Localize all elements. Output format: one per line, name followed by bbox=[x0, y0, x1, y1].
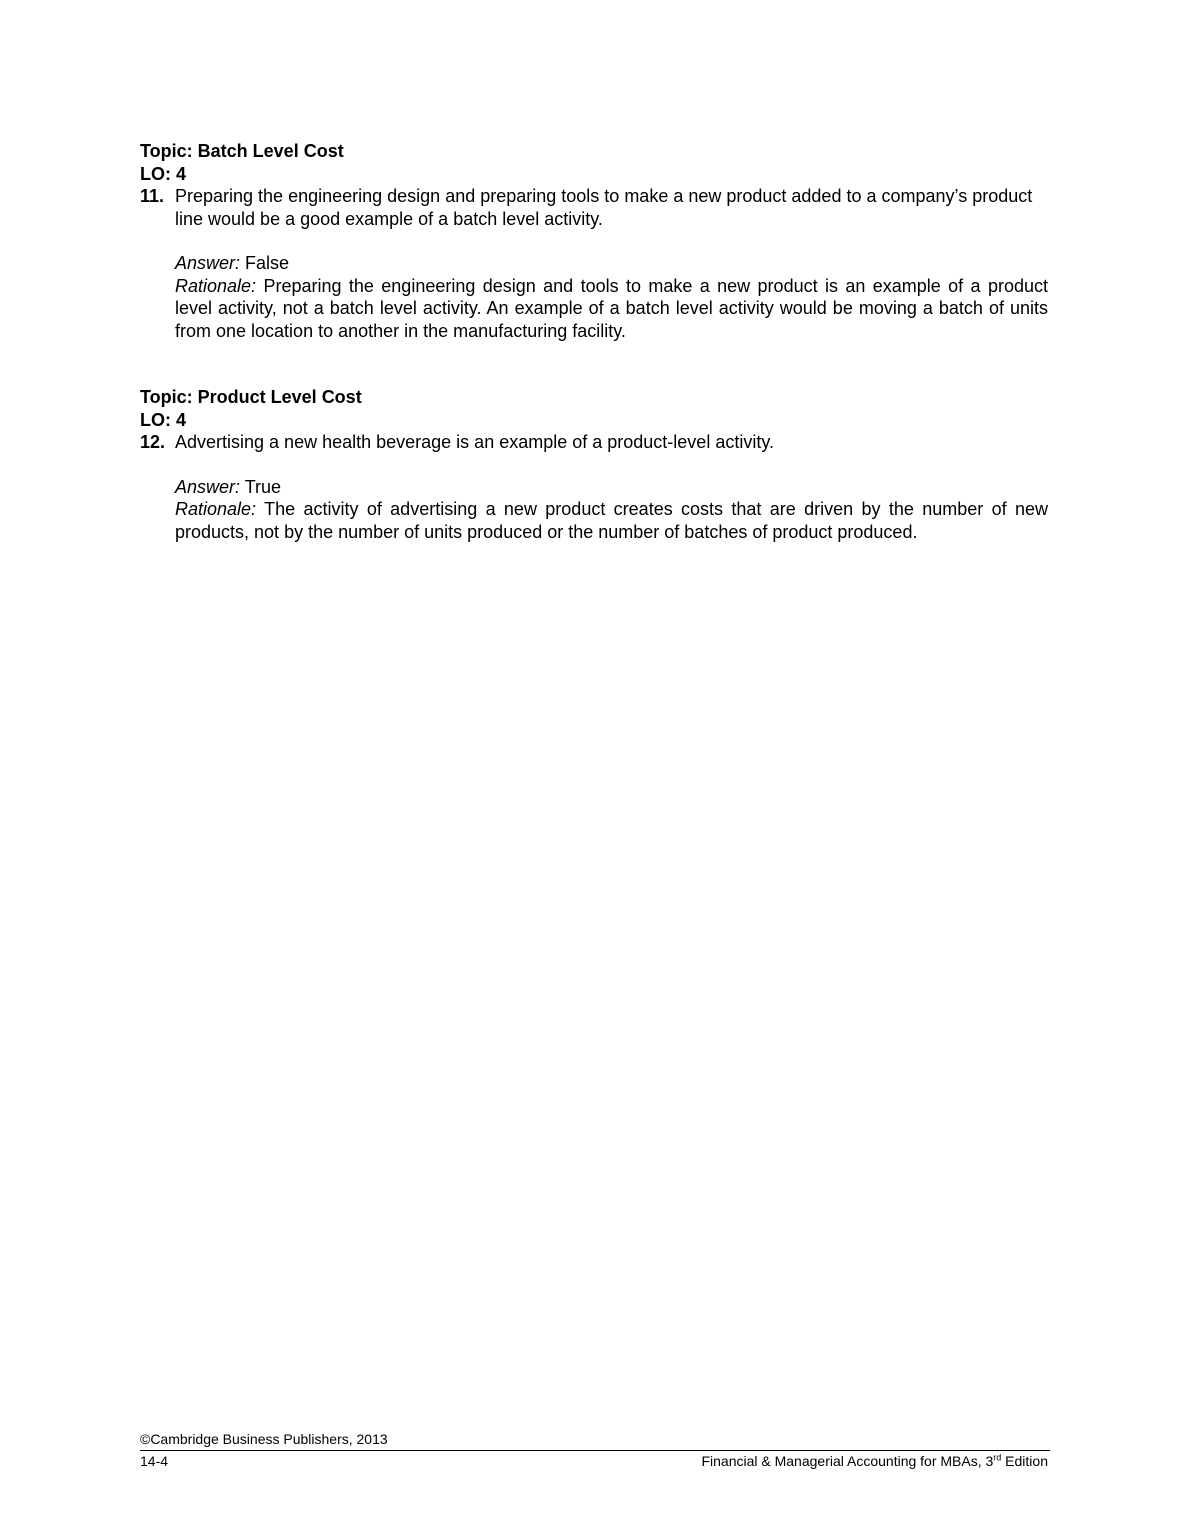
footer-divider bbox=[140, 1450, 1050, 1451]
rationale-label: Rationale: bbox=[175, 275, 257, 296]
learning-objective: LO: 4 bbox=[140, 163, 187, 184]
answer-block bbox=[140, 476, 1048, 544]
answer-block bbox=[140, 252, 1048, 342]
footer-copyright: ©Cambridge Business Publishers, 2013 bbox=[140, 1431, 388, 1447]
answer-line bbox=[175, 476, 1048, 499]
answer-line bbox=[175, 252, 1048, 275]
question-12 bbox=[140, 386, 1048, 543]
question-text: Advertising a new health beverage is an example of a product-level activity. bbox=[175, 432, 774, 452]
footer-page-number: 14-4 bbox=[140, 1453, 169, 1469]
rationale bbox=[175, 498, 1048, 543]
question-11 bbox=[140, 140, 1048, 342]
question-number: 11. bbox=[140, 186, 165, 206]
question-number: 12. bbox=[140, 432, 166, 452]
footer-book-title bbox=[701, 1453, 1048, 1470]
answer-label: Answer: bbox=[175, 253, 241, 273]
answer-value: False bbox=[245, 253, 290, 273]
rationale-text: The activity of advertising a new product creates costs that are driven by the number of new products, not by the number of units produced or the number of batches of product produced. bbox=[175, 499, 1048, 542]
edition-suffix: rd bbox=[993, 1452, 1002, 1463]
answer-label: Answer: bbox=[175, 476, 241, 497]
answer-value: True bbox=[244, 476, 282, 497]
question-stem bbox=[140, 431, 1048, 454]
book-title-text: Financial & Managerial Accounting for MBAs, 3 bbox=[701, 1453, 994, 1469]
question-stem bbox=[140, 185, 1048, 230]
question-topic: Topic: Product Level Cost bbox=[140, 387, 362, 407]
rationale-label: Rationale: bbox=[175, 499, 257, 519]
learning-objective: LO: 4 bbox=[140, 409, 187, 430]
question-text: Preparing the engineering design and preparing tools to make a new product added to a company’s product line would be a good example of a batch level activity. bbox=[175, 186, 1033, 229]
question-topic: Topic: Batch Level Cost bbox=[140, 141, 344, 161]
rationale-text: Preparing the engineering design and tools to make a new product is an example of a product level activity, not a batch level activity. An example of a batch level activity would be moving a batch of units from one location to another in the manufacturing facility. bbox=[175, 275, 1048, 341]
rationale bbox=[175, 275, 1048, 343]
edition-word: Edition bbox=[1001, 1453, 1048, 1469]
